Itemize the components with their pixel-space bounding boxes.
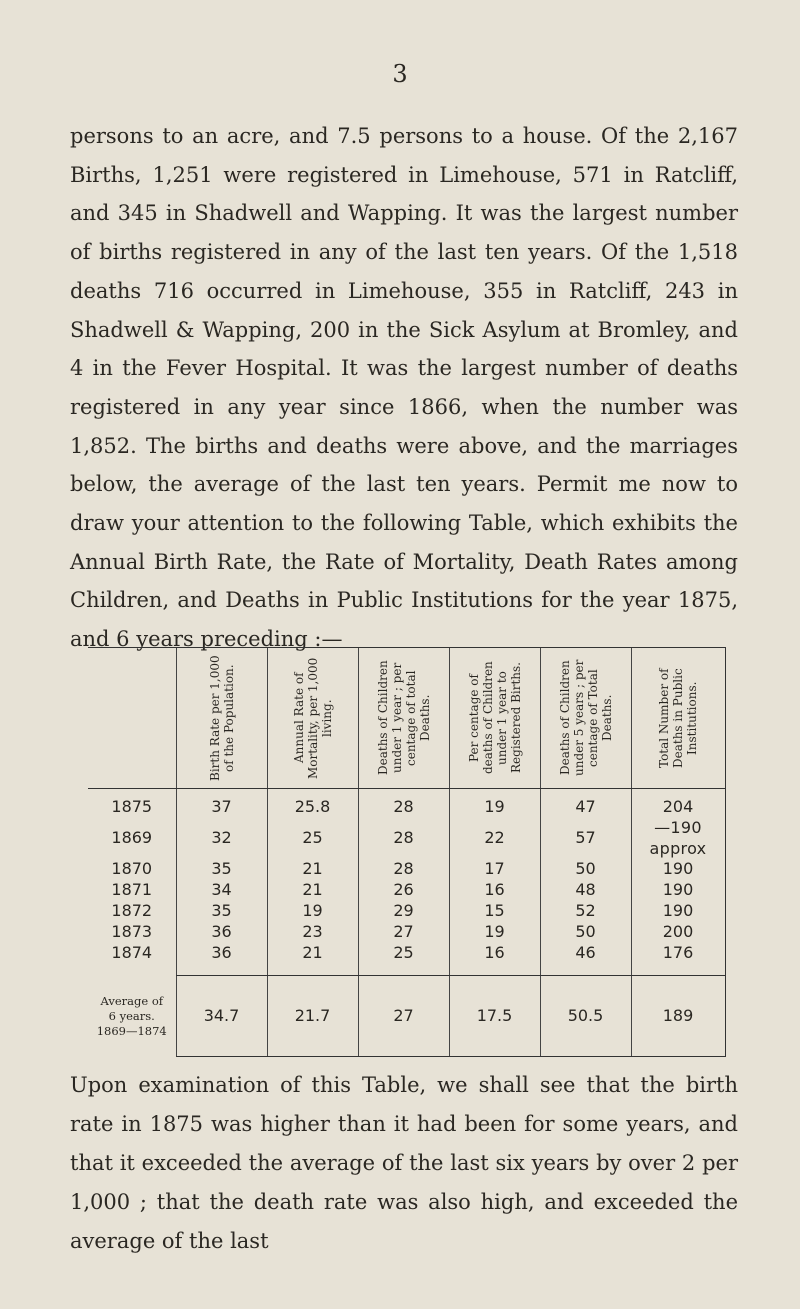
institution-deaths-cell: 190	[631, 859, 725, 880]
average-row	[88, 976, 725, 1057]
row-year: 1873	[111, 921, 153, 941]
table-row	[88, 859, 725, 880]
table-row	[88, 880, 725, 901]
under5-deaths-cell: 57	[540, 818, 631, 860]
under5-deaths-cell: 52	[540, 901, 631, 922]
under5-deaths-cell: 46	[540, 943, 631, 976]
table-row	[88, 922, 725, 943]
row-year: 1875	[111, 797, 153, 816]
conclusion-paragraph: Upon examination of this Table, we shall see that the birth rate in 1875 was higher than it had been for some years, and that it exceeded the average of the last six years by over 2 per 1,000 ; that the death rate was also high, and exceeded the average of the last	[70, 1073, 738, 1253]
under5-deaths-cell: 48	[540, 880, 631, 901]
institution-deaths-cell: 190	[631, 880, 725, 901]
header-under1-pct-deaths: Deaths of Children under 1 year ; per centage of total Deaths.	[358, 648, 449, 789]
under1-births-cell: 22	[449, 818, 540, 860]
birth-rate-cell: 35	[176, 901, 267, 922]
table-header-row	[88, 648, 725, 789]
mortality-cell: 23	[267, 922, 358, 943]
birth-rate-cell: 34	[176, 880, 267, 901]
row-year: 1872	[111, 900, 153, 920]
under1-deaths-cell: 28	[358, 789, 449, 818]
under1-deaths-cell: 28	[358, 818, 449, 860]
institution-deaths-cell: —190 approx	[631, 818, 725, 860]
table-row	[88, 789, 725, 818]
institution-deaths-cell: 176	[631, 943, 725, 976]
avg-mortality-cell: 21.7	[267, 976, 358, 1057]
table-row	[88, 943, 725, 976]
birth-rate-cell: 37	[176, 789, 267, 818]
row-year: 1874	[111, 942, 153, 962]
under1-deaths-cell: 26	[358, 880, 449, 901]
mortality-cell: 21	[267, 859, 358, 880]
under1-deaths-cell: 29	[358, 901, 449, 922]
under1-births-cell: 16	[449, 880, 540, 901]
table-row	[88, 818, 725, 860]
avg-under1-deaths-cell: 27	[358, 976, 449, 1057]
institution-deaths-cell: 200	[631, 922, 725, 943]
header-under5-pct-deaths: Deaths of Children under 5 years ; per centage of Total Deaths.	[540, 648, 631, 789]
header-mortality-rate: Annual Rate of Mortality, per 1,000 living.	[267, 648, 358, 789]
institution-deaths-cell: 190	[631, 901, 725, 922]
under1-births-cell: 19	[449, 922, 540, 943]
row-year: 1870	[111, 859, 153, 879]
row-year: 1869	[111, 828, 153, 848]
mortality-cell: 19	[267, 901, 358, 922]
under1-deaths-cell: 27	[358, 922, 449, 943]
institution-deaths-cell: 204	[631, 789, 725, 818]
header-birth-rate: Birth Rate per 1,000 of the Population.	[176, 648, 267, 789]
avg-birth-rate-cell: 34.7	[176, 976, 267, 1057]
under1-deaths-cell: 28	[358, 859, 449, 880]
mortality-cell: 25.8	[267, 789, 358, 818]
avg-institution-deaths-cell: 189	[631, 976, 725, 1057]
mortality-cell: 21	[267, 943, 358, 976]
birth-rate-cell: 35	[176, 859, 267, 880]
under1-births-cell: 17	[449, 859, 540, 880]
birth-rate-cell: 32	[176, 818, 267, 860]
intro-paragraph: persons to an acre, and 7.5 persons to a house. Of the 2,167 Births, 1,251 were registered in Limehouse, 571 in Ratcliff, and 345 in Shadwell and Wapping. It was the largest number of births registered in any of the last ten years. Of the 1,518 deaths 716 occurred in Limehouse, 355 in Ratcliff, 243 in Shadwell & Wapping, 200 in the Sick Asylum at Bromley, and 4 in the Fever Hospital. It was the largest number of deaths registered in any year since 1866, when the number was 1,852. The births and deaths were above, and the marriages below, the average of the last ten years. Permit me now to draw your attention to the following Table, which exhibits the Annual Birth Rate, the Rate of Mortality, Death Rates among Children, and Deaths in Public Institutions for the year 1875, and 6 years preceding :—	[70, 124, 738, 652]
mortality-cell: 21	[267, 880, 358, 901]
mortality-table	[88, 647, 726, 1057]
birth-rate-cell: 36	[176, 943, 267, 976]
under1-births-cell: 19	[449, 789, 540, 818]
header-year-blank	[88, 648, 176, 789]
page-number: 3	[392, 60, 408, 88]
avg-under5-deaths-cell: 50.5	[540, 976, 631, 1057]
under1-deaths-cell: 25	[358, 943, 449, 976]
under1-births-cell: 15	[449, 901, 540, 922]
row-year: 1871	[111, 880, 153, 900]
under5-deaths-cell: 47	[540, 789, 631, 818]
under5-deaths-cell: 50	[540, 859, 631, 880]
average-label: Average of 6 years. 1869—1874	[96, 993, 167, 1038]
header-under1-pct-births: Per centage of deaths of Children under 1 year to Registered Births.	[449, 648, 540, 789]
avg-under1-births-cell: 17.5	[449, 976, 540, 1057]
table-row	[88, 901, 725, 922]
under5-deaths-cell: 50	[540, 922, 631, 943]
under1-births-cell: 16	[449, 943, 540, 976]
header-institution-deaths: Total Number of Deaths in Public Institutions.	[631, 648, 725, 789]
birth-rate-cell: 36	[176, 922, 267, 943]
mortality-cell: 25	[267, 818, 358, 860]
